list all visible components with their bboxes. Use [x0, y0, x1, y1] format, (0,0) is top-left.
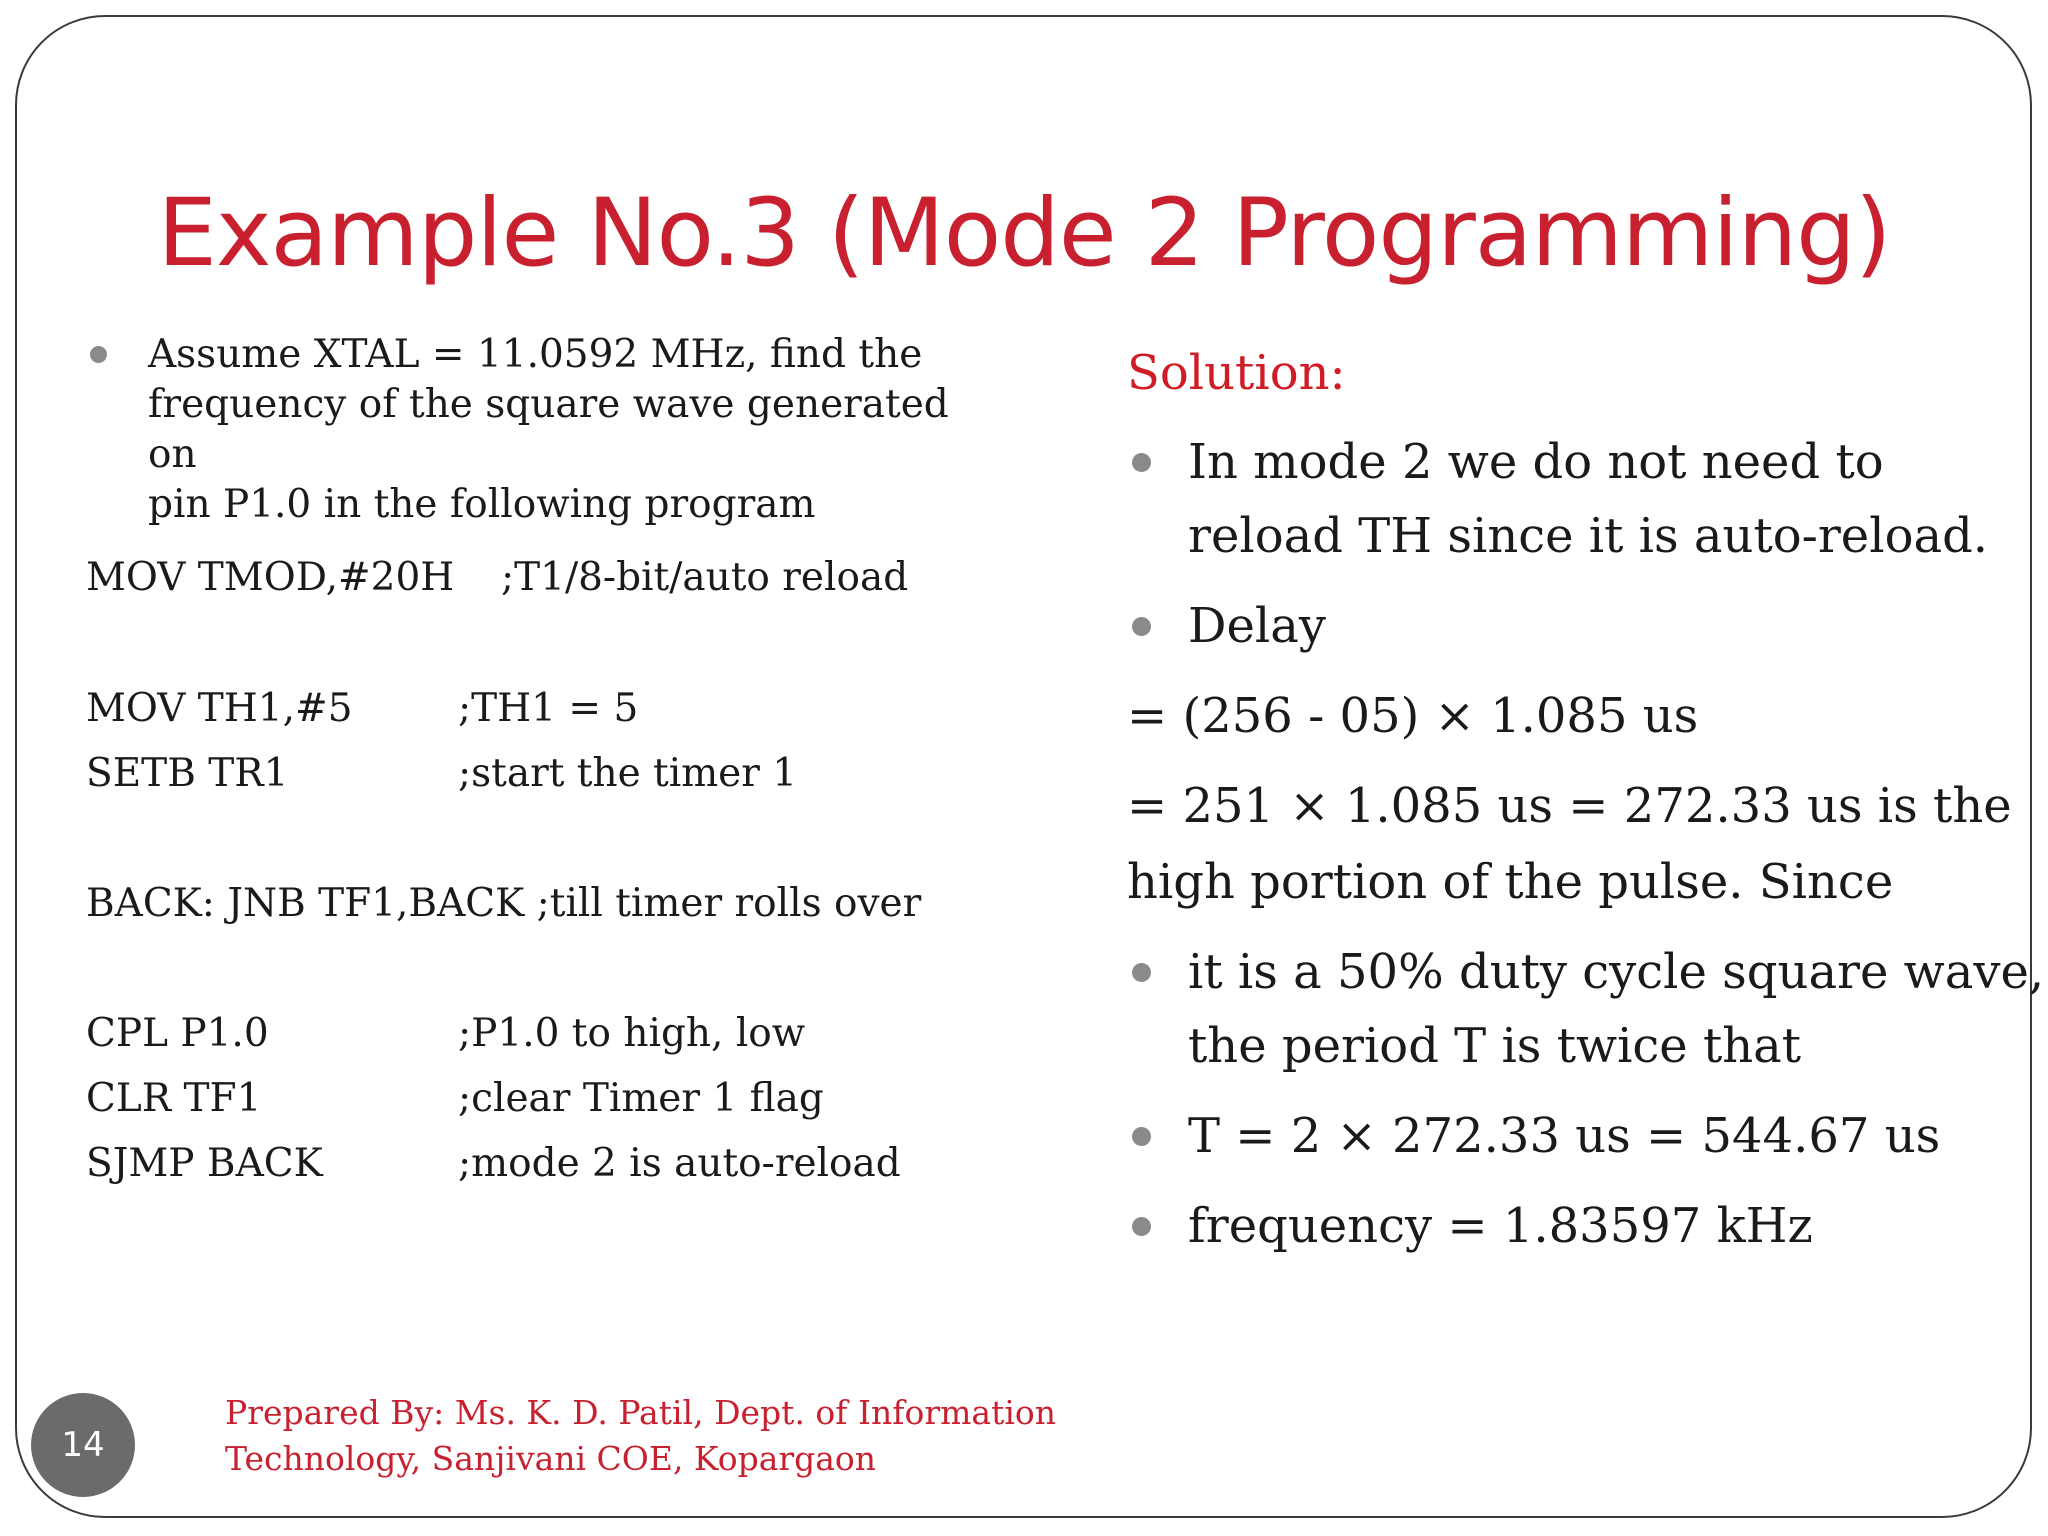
- code-comment: ;clear Timer 1 flag: [458, 1076, 824, 1121]
- solution-line-continued: [1127, 499, 1988, 573]
- solution-bullet-duty: [1127, 935, 2044, 1009]
- solution-line: T = 2 × 272.33 us = 544.67 us: [1188, 1108, 1941, 1164]
- question-line: Assume XTAL = 11.0592 MHz, find the: [148, 332, 923, 377]
- bullet-icon: [1132, 453, 1151, 472]
- code-comment: ;T1/8-bit/auto reload: [501, 555, 909, 600]
- footer-line: Technology, Sanjivani COE, Kopargaon: [225, 1439, 877, 1478]
- question-line: pin P1.0 in the following program: [148, 482, 816, 527]
- solution-line: Delay: [1188, 598, 1326, 654]
- bullet-icon: [90, 346, 107, 363]
- solution-line: reload TH since it is auto-reload.: [1188, 508, 1989, 564]
- bullet-icon: [1132, 617, 1151, 636]
- code-comment: ;P1.0 to high, low: [458, 1011, 806, 1056]
- code-instruction: SETB TR1: [86, 751, 289, 796]
- code-instruction: CLR TF1: [86, 1076, 262, 1121]
- solution-bullet-delay: [1127, 589, 1326, 663]
- bullet-icon: [1132, 963, 1151, 982]
- solution-equation-high: = 251 × 1.085 us = 272.33 us is the: [1127, 778, 2012, 834]
- solution-line-high-portion: high portion of the pulse. Since: [1127, 854, 1894, 910]
- slide-title: Example No.3 (Mode 2 Programming): [157, 179, 1891, 288]
- solution-line-period: [1127, 1009, 1801, 1083]
- code-comment: ;start the timer 1: [458, 751, 798, 796]
- solution-label: Solution:: [1127, 345, 1346, 401]
- footer-credit: [225, 1390, 1056, 1482]
- solution-line: frequency = 1.83597 kHz: [1188, 1198, 1813, 1254]
- question-block: [86, 330, 986, 530]
- solution-line: In mode 2 we do not need to: [1188, 434, 1884, 490]
- code-instruction: MOV TH1,#5: [86, 686, 353, 731]
- solution-bullet-period: [1127, 1099, 1940, 1173]
- code-comment: ;mode 2 is auto-reload: [458, 1141, 901, 1186]
- code-instruction: CPL P1.0: [86, 1011, 269, 1056]
- page-number: 14: [61, 1425, 105, 1465]
- page-number-badge: [31, 1393, 135, 1497]
- code-comment: ;TH1 = 5: [458, 686, 639, 731]
- solution-line: it is a 50% duty cycle square wave,: [1188, 944, 2045, 1000]
- question-bullet: [86, 330, 986, 530]
- question-line: frequency of the square wave generated on: [148, 382, 949, 477]
- bullet-icon: [1132, 1127, 1151, 1146]
- bullet-icon: [1132, 1217, 1151, 1236]
- solution-line: the period T is twice that: [1188, 1018, 1802, 1074]
- code-instruction: SJMP BACK: [86, 1141, 323, 1186]
- footer-line: Prepared By: Ms. K. D. Patil, Dept. of Information: [225, 1393, 1057, 1432]
- solution-bullet-frequency: [1127, 1189, 1813, 1263]
- code-instruction: MOV TMOD,#20H: [86, 555, 455, 600]
- solution-bullet-reload: [1127, 425, 1884, 499]
- code-instruction: BACK: JNB TF1,BACK ;till timer rolls over: [86, 881, 922, 926]
- solution-equation-delay: = (256 - 05) × 1.085 us: [1127, 688, 1699, 744]
